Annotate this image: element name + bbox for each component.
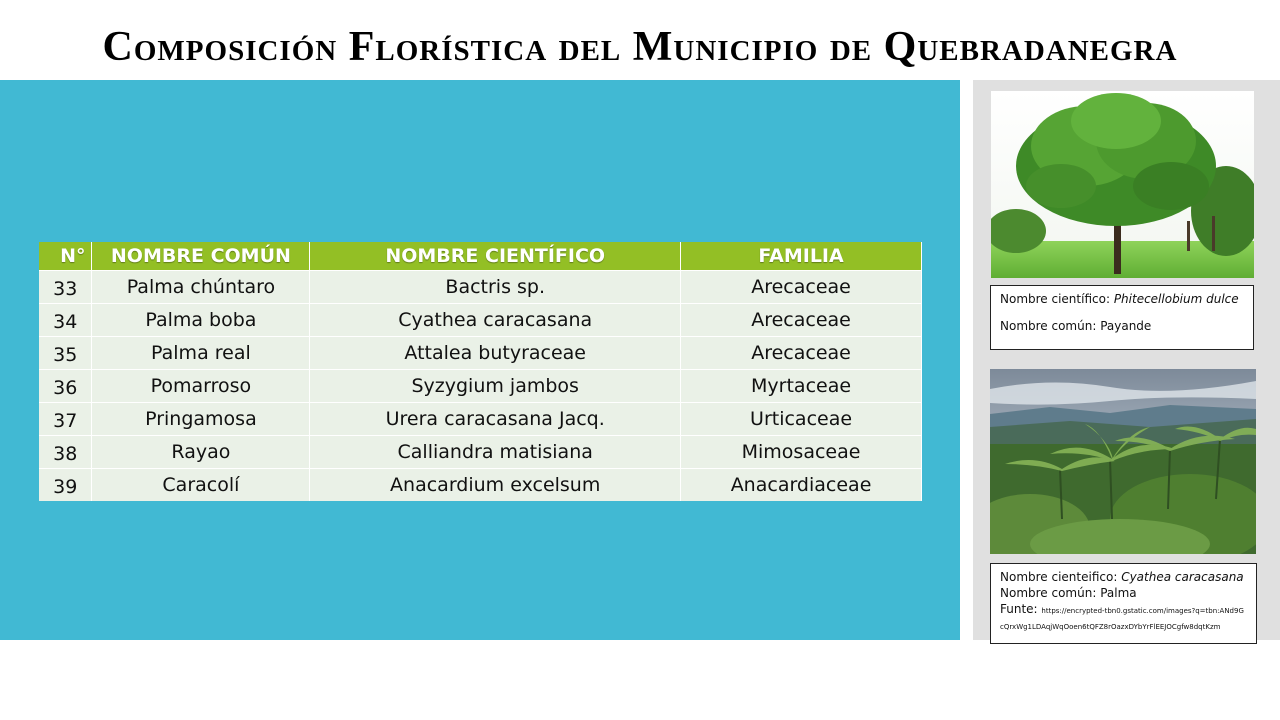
fern-caption (990, 563, 1257, 644)
family-cell: Urticaceae (681, 403, 922, 436)
family-cell: Mimosaceae (681, 436, 922, 469)
family-cell: Arecaceae (681, 271, 922, 304)
scientific-name-cell: Attalea butyraceae (310, 337, 681, 370)
fern-scientific-name: Nombre cienteifico: Cyathea caracasana (1000, 570, 1244, 584)
row-number-cell: 35 (39, 337, 92, 370)
table-row (39, 304, 922, 337)
tree-image (991, 91, 1254, 278)
scientific-name-cell: Syzygium jambos (310, 370, 681, 403)
table-header-row (39, 242, 922, 271)
family-cell: Arecaceae (681, 337, 922, 370)
header-scientific-name: NOMBRE CIENTÍFICO (310, 242, 681, 271)
fern-image (990, 369, 1256, 554)
tree-photo (991, 91, 1254, 278)
common-name-cell: Palma boba (92, 304, 310, 337)
row-number-cell: 39 (39, 469, 92, 502)
fern-common-name: Nombre común: Palma (1000, 586, 1137, 600)
row-number-cell: 33 (39, 271, 92, 304)
slide-title: Composición Florística del Municipio de Quebradanegra (102, 24, 1178, 70)
table-row (39, 436, 922, 469)
family-cell: Myrtaceae (681, 370, 922, 403)
tree-common-name: Nombre común: Payande (1000, 319, 1152, 333)
table-row (39, 469, 922, 502)
common-name-cell: Palma chúntaro (92, 271, 310, 304)
common-name-cell: Pringamosa (92, 403, 310, 436)
table-row (39, 403, 922, 436)
scientific-name-cell: Anacardium excelsum (310, 469, 681, 502)
tree-scientific-name: Nombre científico: Phitecellobium dulce (1000, 292, 1239, 306)
row-number-cell: 37 (39, 403, 92, 436)
header-family: FAMILIA (681, 242, 922, 271)
header-number: N° (39, 242, 92, 271)
row-number-cell: 36 (39, 370, 92, 403)
fern-source: Funte: https://encrypted-tbn0.gstatic.com/images?q=tbn:ANd9GcQrxWg1LDAqjWqOoen6tQFZ8rOazxDYbYrFlEEJOCgfw8dqtKzm (1000, 602, 1244, 631)
table-row (39, 370, 922, 403)
family-cell: Anacardiaceae (681, 469, 922, 502)
source-url: https://encrypted-tbn0.gstatic.com/images?q=tbn:ANd9GcQrxWg1LDAqjWqOoen6tQFZ8rOazxDYbYrFlEEJOCgfw8dqtKzm (1000, 607, 1244, 631)
common-name-cell: Rayao (92, 436, 310, 469)
table-row (39, 337, 922, 370)
scientific-name-cell: Urera caracasana Jacq. (310, 403, 681, 436)
scientific-name-cell: Cyathea caracasana (310, 304, 681, 337)
fern-photo (990, 369, 1256, 554)
common-name-cell: Pomarroso (92, 370, 310, 403)
scientific-name-cell: Bactris sp. (310, 271, 681, 304)
header-common-name: NOMBRE COMÚN (92, 242, 310, 271)
common-name-cell: Caracolí (92, 469, 310, 502)
tree-caption (990, 285, 1254, 350)
flora-table (39, 242, 922, 501)
row-number-cell: 34 (39, 304, 92, 337)
common-name-cell: Palma real (92, 337, 310, 370)
table-row (39, 271, 922, 304)
scientific-name-cell: Calliandra matisiana (310, 436, 681, 469)
family-cell: Arecaceae (681, 304, 922, 337)
row-number-cell: 38 (39, 436, 92, 469)
